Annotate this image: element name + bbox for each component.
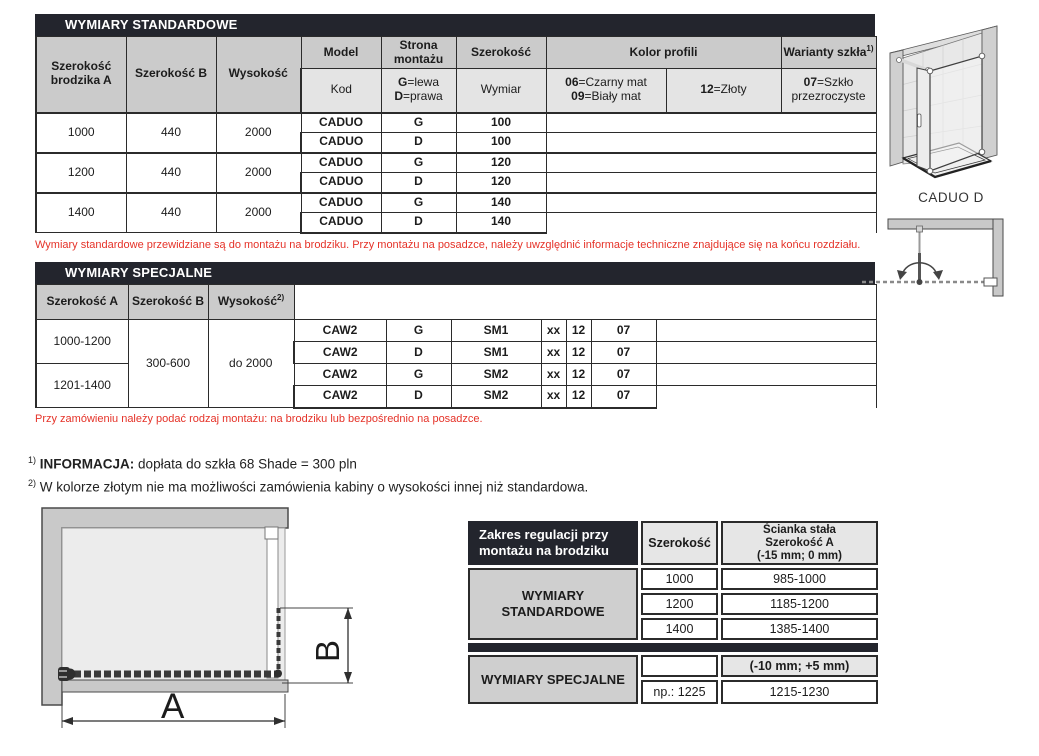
cell-model: CADUO	[301, 173, 381, 193]
header-col-h: Wysokość	[216, 37, 301, 113]
header-empty-area	[294, 285, 876, 320]
cell-width-b: 440	[126, 193, 216, 233]
table-row	[36, 193, 876, 213]
cell-model: CAW2	[294, 386, 386, 408]
header-glass-option: 07=Szkło przezroczyste	[781, 69, 876, 113]
cell-model: CAW2	[294, 342, 386, 364]
cell-range: 1215-1230	[721, 680, 878, 704]
door-panel	[917, 68, 930, 171]
cell-side: D	[381, 213, 456, 233]
header-width-dim: Wymiar	[456, 69, 546, 113]
glass-panel	[267, 530, 278, 678]
cell-height: 2000	[216, 193, 301, 233]
header-color-options-1: 06=Czarny mat 09=Biały mat	[546, 69, 666, 113]
footnote-1: $^{1)}$ INFORMACJA: dopłata do szkła 68 Shade = 300 pln	[28, 455, 357, 472]
cell-width: 120	[456, 173, 546, 193]
standard-footnote: Wymiary standardowe przewidziane są do montażu na brodziku. Przy montażu na posadzce, należy uwzględnić informacje techniczne znajdujące się na końcu rozdziału.	[35, 239, 861, 251]
cell-profile: 12	[566, 342, 591, 364]
special-range-label: (-10 mm; +5 mm)	[721, 655, 878, 677]
regulation-title: Zakres regulacji przy montażu na brodziku	[468, 521, 638, 565]
panel-joint-dot	[274, 670, 282, 678]
header-col-h: Wysokość$^{2)}$	[208, 285, 294, 320]
cell-range: 985-1000	[721, 568, 878, 590]
cell-model: CAW2	[294, 320, 386, 342]
cell-xx: xx	[541, 320, 566, 342]
door-handle	[918, 114, 922, 127]
cell-model: CADUO	[301, 213, 381, 233]
header-col-a: Szerokość A	[36, 285, 128, 320]
dim-a-label: A	[161, 687, 185, 726]
cell-range-h: do 2000	[208, 320, 294, 408]
header-color-options-2: 12=Złoty	[666, 69, 781, 113]
table-row	[36, 320, 876, 342]
installation-drawing	[28, 500, 368, 756]
special-table	[35, 284, 877, 409]
header-model-code: Kod	[301, 69, 381, 113]
cell-width-b: 440	[126, 153, 216, 193]
cell-width: 120	[456, 153, 546, 173]
cell-width: 1400	[641, 618, 718, 640]
cell-model: CADUO	[301, 193, 381, 213]
cell-side: D	[386, 342, 451, 364]
caduo-3d-drawing	[878, 22, 1018, 214]
header-col-b: Szerokość B	[126, 37, 216, 113]
cell-profile: 12	[566, 320, 591, 342]
header-glass-variants: Warianty szkła$^{1)}$	[781, 37, 876, 69]
header-profile-color: Kolor profili	[546, 37, 781, 69]
shower-floor	[62, 528, 285, 680]
header-side-codes: G=lewa D=prawa	[381, 69, 456, 113]
wall-profile	[984, 278, 997, 286]
special-dimensions-table	[35, 262, 875, 409]
header-width: Szerokość	[456, 37, 546, 69]
cell-width: 100	[456, 133, 546, 153]
cell-side: D	[381, 133, 456, 153]
cell-xx: xx	[541, 386, 566, 408]
footnotes-block	[28, 451, 588, 496]
cell-side: G	[386, 364, 451, 386]
cell-model: CAW2	[294, 364, 386, 386]
special-table-title: WYMIARY SPECJALNE	[35, 262, 875, 284]
separator-bar	[468, 643, 878, 652]
cell-model: CADUO	[301, 153, 381, 173]
table-row	[36, 113, 876, 133]
model-label: CADUO D	[918, 190, 984, 205]
cell-code: SM1	[451, 320, 541, 342]
section-standard: WYMIARY STANDARDOWE	[468, 568, 638, 640]
cell-glass: 07	[591, 364, 656, 386]
dim-b-label: B	[309, 639, 346, 662]
cell-range: 1385-1400	[721, 618, 878, 640]
dimension-a	[62, 687, 285, 728]
cell-side: D	[381, 173, 456, 193]
cell-profile: 12	[566, 386, 591, 408]
regulation-col-wall: Ścianka stała Szerokość A (-15 mm; 0 mm)	[721, 521, 878, 565]
cell-model: CADUO	[301, 113, 381, 133]
footnote-2: $^{2)}$ W kolorze złotym nie ma możliwości zamówienia kabiny o wysokości innej niż standardowa.	[28, 477, 589, 494]
cell-width: np.: 1225	[641, 680, 718, 704]
header-model: Model	[301, 37, 381, 69]
cell-side: D	[386, 386, 451, 408]
cell-xx: xx	[541, 364, 566, 386]
cell-width-a: 1200	[36, 153, 126, 193]
standard-dimensions-table	[35, 14, 875, 234]
cell-width: 140	[456, 193, 546, 213]
cell-range-a: 1000-1200	[36, 320, 128, 364]
cell-width: 140	[456, 213, 546, 233]
cell-glass: 07	[591, 342, 656, 364]
cell-side: G	[381, 193, 456, 213]
cell-code: SM2	[451, 386, 541, 408]
wall-bracket	[265, 527, 278, 539]
table-row	[36, 153, 876, 173]
cell-xx: xx	[541, 342, 566, 364]
header-col-b: Szerokość B	[128, 285, 208, 320]
cell-model: CADUO	[301, 133, 381, 153]
cell-height: 2000	[216, 153, 301, 193]
top-view-diagram	[855, 205, 1039, 305]
header-row-1	[36, 37, 876, 69]
regulation-table	[468, 521, 878, 704]
dimension-b	[280, 608, 353, 683]
cell-width: 100	[456, 113, 546, 133]
cell-width: 1000	[641, 568, 718, 590]
header-col-a: Szerokość brodzika A	[36, 37, 126, 113]
right-wall-pillar	[982, 26, 997, 159]
header-side: Strona montażu	[381, 37, 456, 69]
special-header-row	[36, 285, 876, 320]
standard-table-title: WYMIARY STANDARDOWE	[35, 14, 875, 36]
pivot-dot	[917, 279, 923, 285]
standard-table	[35, 36, 877, 234]
cell-width-b: 440	[126, 113, 216, 153]
cell-side: G	[386, 320, 451, 342]
cell-width-a: 1400	[36, 193, 126, 233]
cell-range-b: 300-600	[128, 320, 208, 408]
top-bracket	[917, 226, 923, 232]
cell-side: G	[381, 113, 456, 133]
cell-side: G	[381, 153, 456, 173]
regulation-col-width: Szerokość	[641, 521, 718, 565]
section-special: WYMIARY SPECJALNE	[468, 655, 638, 704]
cell-range: 1185-1200	[721, 593, 878, 615]
special-footnote: Przy zamówieniu należy podać rodzaj montażu: na brodziku lub bezpośrednio na posadzce.	[35, 413, 483, 425]
cell-range-a: 1201-1400	[36, 364, 128, 408]
cell-code: SM2	[451, 364, 541, 386]
cell-width: 1200	[641, 593, 718, 615]
wall-top	[888, 219, 1003, 229]
cell-code: SM1	[451, 342, 541, 364]
cell-glass: 07	[591, 386, 656, 408]
cell-profile: 12	[566, 364, 591, 386]
cell-empty	[641, 655, 718, 677]
cell-glass: 07	[591, 320, 656, 342]
cell-height: 2000	[216, 113, 301, 153]
cell-width-a: 1000	[36, 113, 126, 153]
left-wall-pillar	[890, 50, 903, 166]
